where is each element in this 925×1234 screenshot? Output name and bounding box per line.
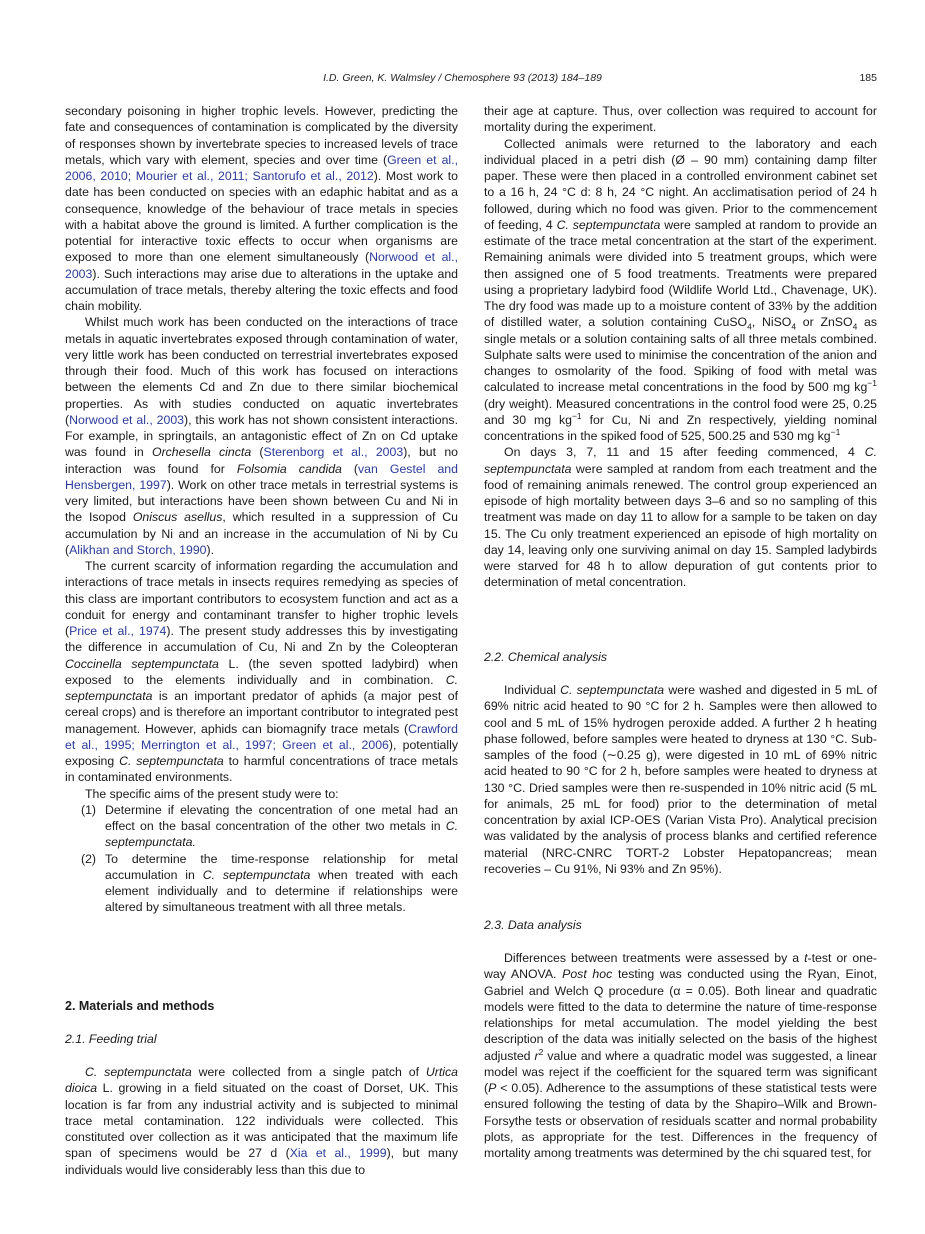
sub-text: 4 xyxy=(747,321,752,332)
italic-text: C. septempunctata xyxy=(119,754,224,768)
text: 2.3. Data analysis xyxy=(484,918,582,932)
text: ). Work on other trace metals in terrestrial systems is very limited, but interactions have been shown between Cu and Ni in the Isopod xyxy=(65,477,459,525)
text: L. (the seven spotted ladybird) when exposed to the elements individually and in combination. xyxy=(65,656,458,687)
paragraph xyxy=(484,950,877,1161)
text: value and where a quadratic model was suggested, a linear model was reject if the coefficient for the squared term was significant ( xyxy=(484,1048,877,1095)
heading xyxy=(65,1031,458,1047)
text: to harmful concentrations of trace metals in contaminated environments. xyxy=(65,754,458,785)
sub-text: 4 xyxy=(852,321,858,332)
text: when treated with each element individually and to determine if relationships were altered by simultaneous treatment with all three metals. xyxy=(105,867,459,915)
paragraph xyxy=(484,103,877,136)
text: The current scarcity of information regarding the accumulation and interactions of trace metals in insects requires remedying as species of this class are important contributors to ecosystem function and act as a conduit for energy and contaminant transfer to higher trophic levels ( xyxy=(65,559,458,638)
text: ( xyxy=(341,461,359,476)
data-analysis-text xyxy=(484,950,877,1161)
italic-text: C. septempunctata. xyxy=(105,819,458,850)
section-heading-materials-methods xyxy=(65,998,458,1014)
text: testing was conducted using the Ryan, Einot, Gabriel and Welch Q procedure (α = 0.05). Both linear and quadratic models were fitted to the data to determine the nature of time-response relationships for metal accumulation. The model yielding the best description of the data was initially selected on the basis of the highest adjusted xyxy=(484,967,877,1063)
paragraph xyxy=(65,558,458,786)
paragraph xyxy=(484,682,877,877)
subsection-heading-data-analysis xyxy=(484,917,877,933)
italic-text: Orchesella cincta xyxy=(152,445,252,460)
sup-text: 2 xyxy=(538,1046,544,1057)
text: 2.1. Feeding trial xyxy=(65,1032,157,1046)
text: Whilst much work has been conducted on the interactions of trace metals in aquatic invertebrates exposed through contamination of water, very little work has been conducted on terrestrial invertebrates exposed through their food. Much of this work has focused on interactions between the elements Cd and Zn due to there similar biochemical properties. As with studies conducted on aquatic invertebrates ( xyxy=(65,315,458,427)
text: Determine if elevating the concentration of one metal had an effect on the basal concentration of the other two metals in xyxy=(105,802,458,833)
sup-text: −1 xyxy=(830,426,841,437)
list-item-text xyxy=(105,802,458,851)
citation-link[interactable]: Xia et al., 1999 xyxy=(289,1146,387,1161)
text: 2. Materials and methods xyxy=(65,999,215,1013)
list-item-text xyxy=(105,851,458,916)
citation-link[interactable]: Alikhan and Storch, 1990 xyxy=(69,542,207,557)
italic-text: Folsomia candida xyxy=(236,461,342,476)
running-header: I.D. Green, K. Walmsley / Chemosphere 93 (2013) 184–189 xyxy=(323,72,602,84)
text: , which resulted in a suppression of Cu accumulation by Ni and an increase in the accumulation of Ni by Cu ( xyxy=(65,510,458,557)
text: -test or one-way ANOVA. xyxy=(484,951,878,982)
italic-text: Coccinella septempunctata xyxy=(65,656,219,671)
sup-text: −1 xyxy=(867,378,877,389)
text: ), potentially exposing xyxy=(65,737,458,768)
italic-text: C. septempunctata xyxy=(484,445,877,476)
subsection-heading-feeding-trial xyxy=(65,1031,458,1047)
paragraph xyxy=(65,786,458,802)
text: Collected animals were returned to the laboratory and each individual placed in a petri dish (Ø – 90 mm) containing damp filter paper. These were then placed in a controlled environment cabinet set to a 16 h, 24 °C d: 8 h, 24 °C night. An acclimatisation period of 24 h followed, during which no food was given. Prior to the commencement of feeding, 4 xyxy=(484,136,877,232)
list-number: (2) xyxy=(81,851,97,866)
text: ), this work has not shown consistent interactions. For example, in springtails, an antagonistic effect of Zn on Cd uptake was found in xyxy=(65,412,458,460)
italic-text: t xyxy=(804,951,808,965)
text: is an important predator of aphids (a major pest of cereal crops) and is therefore an important contributor to integrated pest management. However, aphids can biomagnify trace metals ( xyxy=(65,689,458,736)
text: as single metals or a solution containing salts of all three metals combined. Sulphate salts were used to minimise the concentration of the anion and changes to osmolarity of the food. Spiking of food with metal was calculated to increase metal concentrations in the food by 500 mg kg xyxy=(484,315,877,395)
citation-link[interactable]: van Gestel and Hensbergen, 1997 xyxy=(65,461,458,492)
paragraph xyxy=(65,314,458,558)
citation-link[interactable]: Crawford et al., 1995; Merrington et al., 1997; Green et al., 2006 xyxy=(65,721,458,752)
page-number: 185 xyxy=(859,72,877,84)
text: ). Such interactions may arise due to alterations in the uptake and accumulation of trace metals, thereby altering the toxic effects and food chain mobility. xyxy=(65,266,458,313)
citation-link[interactable]: Green et al., 2006, 2010; Mourier et al., 2011; Santorufo et al., 2012 xyxy=(65,152,458,183)
italic-text: Oniscus asellus xyxy=(132,510,223,525)
text: On days 3, 7, 11 and 15 after feeding commenced, 4 xyxy=(504,445,865,460)
heading xyxy=(484,917,877,933)
text: Differences between treatments were assessed by a xyxy=(504,951,805,965)
text: were washed and digested in 5 mL of 69% nitric acid heated to 90 °C for 2 h. Samples were then allowed to cool and 5 mL of 15% hydrogen peroxide added. A further 2 h heating phase followed, before samples were heated to dryness at 130 °C. Sub-samples of the food (∼0.25 g), were digested in 10 mL of 69% nitric acid heated to 90 °C for 2 h, before samples were heated to dryness at 130 °C. Dried samples were then re-suspended in 10% nitric acid (5 mL for animals, 25 mL for food) prior to the determination of metal concentration by axial ICP-OES (Varian Vista Pro). Analytical precision was validated by the analysis of process blanks and certified reference material (NRC-CNRC TORT-2 Lobster Hepatopancreas; mean recoveries – Cu 91%, Ni 93% and Zn 95%). xyxy=(484,683,878,876)
feeding-trial-continuation xyxy=(484,103,877,591)
italic-text: Post hoc xyxy=(562,967,613,982)
heading xyxy=(484,649,877,665)
text: ). Most work to date has been conducted on species with an edaphic habitat and as a consequence, knowledge of the behaviour of trace metals in species with a habitat above the ground is limited. A further complication is the potential for interactive toxic effects to occur when organisms are exposed to more than one element simultaneously ( xyxy=(65,169,458,265)
text: L. growing in a field situated on the coast of Dorset, UK. This location is far from any industrial activity and is subjected to minimal trace metal contamination. 122 individuals were collected. This constituted over collection as it was anticipated that the maximum life span of specimens would be 27 d ( xyxy=(65,1081,458,1161)
sub-text: 4 xyxy=(791,321,797,332)
text: ), but no interaction was found for xyxy=(65,445,458,476)
italic-text: P xyxy=(488,1081,497,1095)
paragraph xyxy=(484,444,877,590)
text: Individual xyxy=(504,683,561,697)
paragraph xyxy=(484,136,877,445)
text: ), but many individuals would live considerably less than this due to xyxy=(65,1146,458,1177)
citation-link[interactable]: Norwood et al., 2003 xyxy=(69,412,185,427)
feeding-trial-text xyxy=(65,1064,458,1178)
text: or ZnSO xyxy=(796,315,853,330)
paragraph xyxy=(65,1064,458,1178)
italic-text: C. septempunctata xyxy=(202,867,311,882)
chemical-analysis-text xyxy=(484,682,877,877)
subsection-heading-chemical-analysis xyxy=(484,649,877,665)
sup-text: −1 xyxy=(571,410,582,421)
text: secondary poisoning in higher trophic levels. However, predicting the fate and consequences of contamination is complicated by the diversity of responses shown by invertebrate species to increased levels of trace metals, which vary with element, species and over time ( xyxy=(65,104,458,167)
italic-text: C. septempunctata xyxy=(65,672,458,703)
text: were sampled at random to provide an estimate of the trace metal concentration at the start of the experiment. Remaining animals were divided into 5 treatment groups, which were then assigned one of 5 food treatments. Treatments were prepared using a proprietary ladybird food (Wildlife World Ltd., Chavenage, UK). The dry food was made up to a moisture content of 33% by the addition of distilled water, a solution containing CuSO xyxy=(484,217,877,330)
citation-link[interactable]: Sterenborg et al., 2003 xyxy=(263,445,404,460)
citation-link[interactable]: Norwood et al., 2003 xyxy=(65,250,458,281)
text: To determine the time-response relationship for metal accumulation in xyxy=(105,851,458,882)
italic-text: C. septempunctata xyxy=(560,683,665,697)
italic-text: C. septempunctata xyxy=(85,1065,192,1079)
text: for Cu, Ni and Zn respectively, yielding nominal concentrations in the spiked food of 525, 500.25 and 530 mg kg xyxy=(484,412,878,443)
text: (dry weight). Measured concentrations in the control food were 25, 0.25 and 30 mg kg xyxy=(484,396,877,427)
text: ). The present study addresses this by investigating the difference in accumulation of Cu, Ni and Zn by the Coleopteran xyxy=(65,624,458,655)
text: < 0.05). Adherence to the assumptions of these statistical tests were ensured following the testing of data by the Shapiro–Wilk and Brown-Forsythe tests or observation of residuals scatter and normal probability plots, as appropriate for the test. Differences in the frequency of mortality among treatments was determined by the chi squared test, for xyxy=(484,1081,877,1160)
list-item xyxy=(81,802,458,851)
text: The specific aims of the present study were to: xyxy=(85,786,339,801)
italic-text: Urtica dioica xyxy=(65,1065,458,1096)
text: ( xyxy=(251,445,264,460)
text: , NiSO xyxy=(751,315,792,330)
text: ). xyxy=(206,542,215,557)
text: their age at capture. Thus, over collection was required to account for mortality during the experiment. xyxy=(484,104,877,135)
text: were collected from a single patch of xyxy=(191,1065,426,1079)
list-item xyxy=(81,851,458,916)
heading xyxy=(65,998,458,1014)
paragraph xyxy=(65,103,458,314)
text: 2.2. Chemical analysis xyxy=(484,650,608,664)
text: were sampled at random from each treatment and the food of remaining animals renewed. The control group experienced an episode of high mortality between days 3–6 and so no sampling of this treatment was made on day 11 to allow for a sample to be taken on day 15. The Cu only treatment experienced an episode of high mortality on day 14, leaving only one surviving animal on day 15. Sampled ladybirds were starved for 48 h to allow depuration of gut contents prior to determination of metal concentration. xyxy=(484,461,877,590)
italic-text: C. septempunctata xyxy=(556,217,661,232)
italic-text: r xyxy=(534,1048,539,1063)
intro-continuation xyxy=(65,103,458,916)
citation-link[interactable]: Price et al., 1974 xyxy=(69,624,167,638)
list-number: (1) xyxy=(81,802,97,817)
